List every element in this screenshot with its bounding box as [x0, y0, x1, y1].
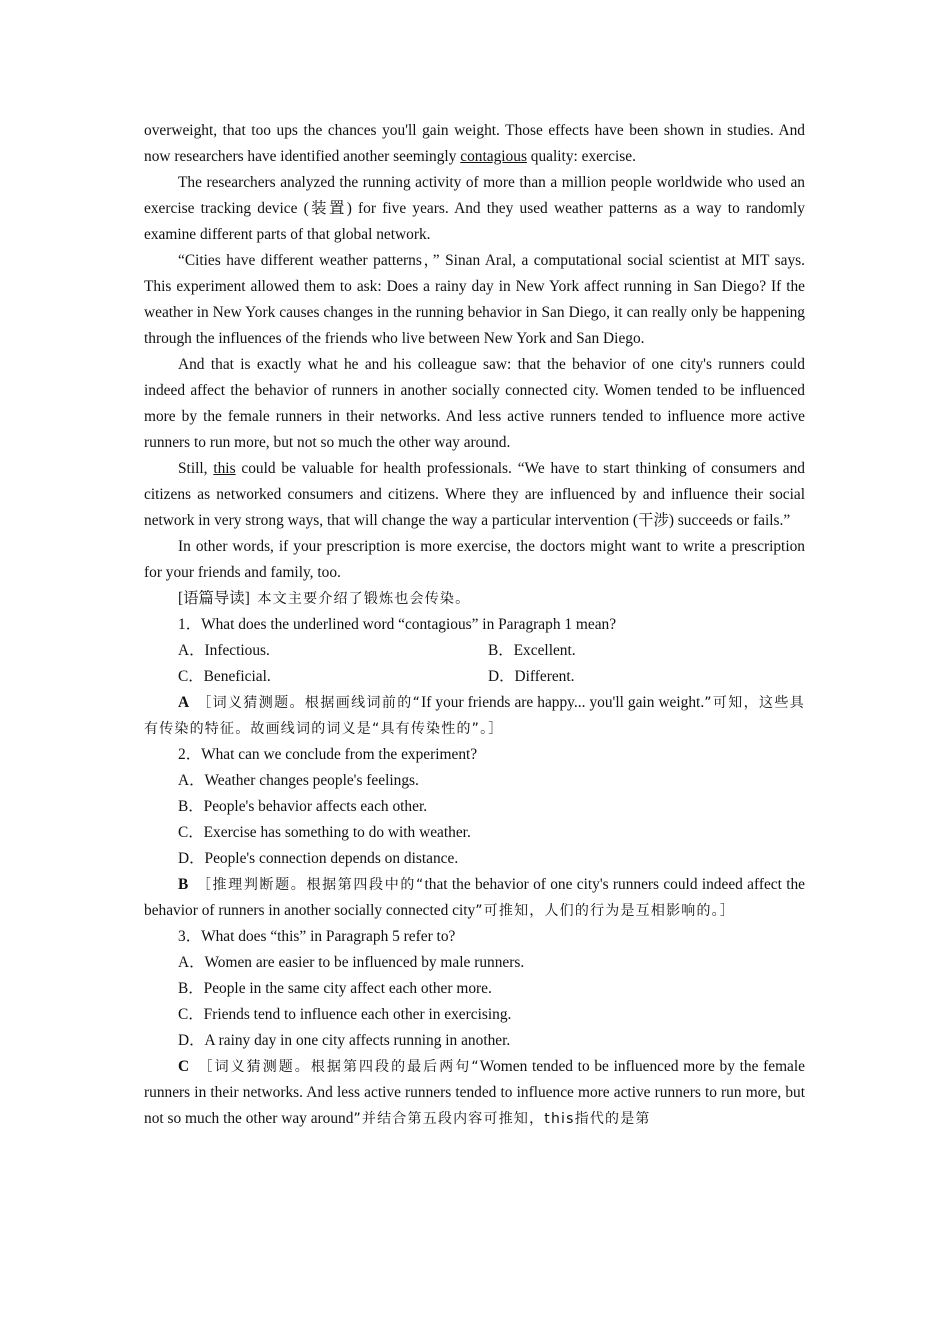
paragraph-5: Still, this could be valuable for health professionals. “We have to start thinking of consumers and citizens as networked consumers and citizens. Where they are influenced by and influence their social network in very strong ways, that will change the way a particular intervention (干涉) succeeds or fails.” [144, 460, 806, 529]
question-1-stem: 1．What does the underlined word “contagious” in Paragraph 1 mean? [178, 616, 617, 633]
q1-answer: A [178, 694, 190, 711]
document-page [144, 118, 805, 1132]
question-1-options-row-1 [144, 638, 805, 664]
q3-answer: C [178, 1058, 190, 1075]
paragraph-2: The researchers analyzed the running activity of more than a million people worldwide who used an exercise tracking device (装置) for five years. And they used weather patterns as a way to randomly examine different parts of that global network. [144, 174, 805, 243]
guide-label: [语篇导读] [178, 590, 250, 607]
question-2-explanation: B ［推理判断题。根据第四段中的“that the behavior of one city's runners could indeed affect the behavior of runners in another socially connected city”可推知，人们的行为是互相影响的。］ [144, 876, 805, 919]
q2-option-a: A．Weather changes people's feelings. [178, 772, 419, 789]
reading-guide [144, 586, 805, 612]
q1-option-b: B．Excellent. [488, 642, 576, 659]
underlined-word-this: this [213, 460, 236, 477]
q3-option-d: D．A rainy day in one city affects running in another. [178, 1032, 511, 1049]
guide-text: 本文主要介绍了锻炼也会传染。 [257, 591, 471, 607]
underlined-word-contagious: contagious [460, 148, 527, 165]
question-2-stem: 2．What can we conclude from the experiment? [178, 746, 478, 763]
q1-option-c: C．Beneficial. [178, 668, 271, 685]
q2-answer: B [178, 876, 189, 893]
paragraph-1: overweight, that too ups the chances you'll gain weight. Those effects have been shown in studies. And now researchers have identified another seemingly contagious quality: exercise. [144, 122, 805, 165]
q3-option-c: C．Friends tend to influence each other in exercising. [178, 1006, 512, 1023]
question-1-explanation: A ［词义猜测题。根据画线词前的“If your friends are happy... you'll gain weight.”可知，这些具有传染的特征。故画线词的词义是“具有传染性的”。］ [144, 694, 805, 737]
paragraph-3: “Cities have different weather patterns，” Sinan Aral, a computational social scientist at MIT says. This experiment allowed them to ask: Does a rainy day in New York affect running in San Diego? If the weather in New York causes changes in the running behavior in San Diego, it can really only be happening through the influences of the friends who live between New York and San Diego. [144, 252, 805, 347]
q3-option-b: B．People in the same city affect each other more. [178, 980, 492, 997]
q1-option-a: A．Infectious. [178, 642, 270, 659]
q1-option-d: D．Different. [488, 668, 575, 685]
q2-option-b: B．People's behavior affects each other. [178, 798, 428, 815]
question-3-explanation: C ［词义猜测题。根据第四段的最后两句“Women tended to be influenced more by the female runners in their networks. And less active runners tended to influence more active runners to run more, but not so much the other way around”并结合第五段内容可推知，this指代的是第 [144, 1058, 805, 1127]
question-1-options-row-2 [144, 664, 805, 690]
paragraph-6: In other words, if your prescription is more exercise, the doctors might want to write a prescription for your friends and family, too. [144, 538, 805, 581]
q2-option-c: C．Exercise has something to do with weather. [178, 824, 471, 841]
q3-option-a: A．Women are easier to be influenced by male runners. [178, 954, 525, 971]
q2-option-d: D．People's connection depends on distance. [178, 850, 459, 867]
question-3-stem: 3．What does “this” in Paragraph 5 refer to? [178, 928, 456, 945]
paragraph-4: And that is exactly what he and his colleague saw: that the behavior of one city's runners could indeed affect the behavior of runners in another socially connected city. Women tended to be influenced more by the female runners in their networks. And less active runners tended to influence more active runners to run more, but not so much the other way around. [144, 356, 805, 451]
